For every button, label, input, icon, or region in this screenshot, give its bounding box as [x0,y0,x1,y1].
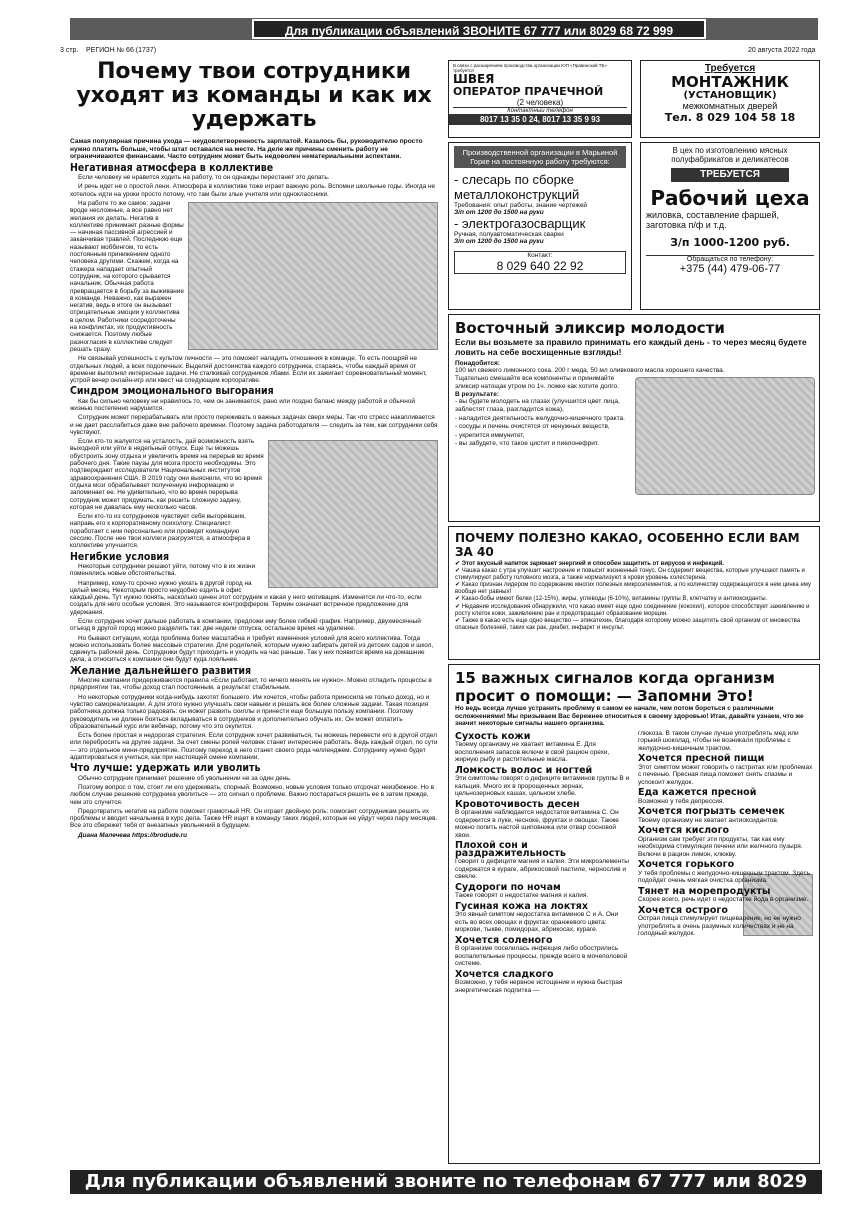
elixir-title: Восточный эликсир молодости [455,319,725,337]
signals-right-column [638,730,813,995]
ad-contact-label: Контакт: [527,252,553,259]
office-photo [188,202,438,350]
paragraph: И речь идет не о простой лени. Атмосфера в коллективе тоже играет важную роль. Вспомни школьные годы. Иногда не хотелось идти на уроки просто потому, что там были злые учителя или одноклассники. [70,183,436,198]
signal-heading: Хочется погрызть семечек [638,806,785,818]
page-number: 3 стр. [60,47,79,54]
elixir-article [448,314,820,522]
signal-heading: Хочется острого [638,904,728,916]
ad-requirements: Ручная, полуавтоматическая сварки [454,231,564,238]
section-heading: Желание дальнейшего развития [70,664,252,677]
signal-text: В организме наблюдается недостаток витамина С. Он содержится в луке, чесноке, фруктах и овощах. Также можно попить настой шиповника или отвар сосновой хвои. [455,809,619,839]
main-article [70,60,438,1164]
ad-phone: +375 (44) 479-06-77 [679,263,781,275]
paragraph: Не связывай успешность с культом личности — это поможет наладить отношения в команде. То есть поощряй не отдельных людей, а всех подопечных. Выделяй достоинства каждого сотрудника, стараясь, чтобы каждый время от времени выполнял интересные задачи. Не сталкивай сотрудников лбами. Если их зажигает соревновательный момент, устрой вечер онлайн-игр или квест на следующем корпоративе. [70,355,427,385]
list-item: ✔ Недавние исследования обнаружили, что какао имеет еще одно соединение (кокохил), которое способствует заживлению и росту клеток кожи, заживлению ран и предотвращает образование морщин. [455,603,810,617]
signal-heading: Еда кажется пресной [638,787,757,799]
signal-text: Этот симптом может говорить о гастритах или проблемах с печенью. Пресная пища поможет снять спазмы и успокоит желудок. [638,763,813,786]
list-item: ✔ Какао-бобы имеют белки (12-15%), жиры, углеводы (6-10%), витамины группы В, клетчатку и антиоксиданты. [455,596,768,603]
signal-heading: Кровоточивость десен [455,798,580,810]
signal-heading: Плохой сон и раздражительность [455,840,566,859]
paragraph: Есть более простая и недорогая стратегия. Если сотрудник хочет развиваться, ты можешь перевести его в другой отдел или перебросить на другие задачи. За счет смены ролей человек станет интереснее работать. Ведь каждый отдел, по сути — это отдельное мини-предприятие. Поэтому переход в него станет своего рода челленджем. Сотруднику нужно будет адаптироваться и учиться, как при настоящей смене компании. [70,732,438,762]
list-item: - вы забудете, что такое цистит и пиелонефрит. [455,440,599,448]
ad-meat-worker [640,142,820,310]
ad-count: (2 человека) [516,98,564,107]
signal-heading: Хочется сладкого [455,968,554,980]
signal-text: Эти симптомы говорят о дефиците витаминов группы В и кальция. Много их в пророщенных зернах, цельнозерновых кашах, цельном хлебе. [455,775,630,798]
ad-pay: З/п от 1200 до 1500 на руки [454,238,544,245]
paragraph: На работе то же самое: задачи вроде несложные, а все равно нет желания их делать. Негатив в коллективе принимает разные формы — начиная пассивной агрессией и заканчивая травлей. Последнюю еще называют моббингом, то есть постоянным принижением одного человека другими. Скажем, когда на стажера нападает опытный сотрудник, на которого срывается начальник. Обычная работа превращается в борьбу за выживание в команде. Неважно, как выражен негатив, ведь в итоге он вызывает отрицательные эмоции у коллектива в целом. Работники сосредоточены на конфликтах, их продуктивность снижается. Поэтому любые разногласия в коллективе следует решать сразу. [70,199,184,353]
paragraph: Если человеку не нравится ходить на работу, то он однажды перестанет это делать. [78,174,330,182]
paragraph: Обычно сотрудник принимает решение об увольнении не за один день. [78,774,292,782]
paragraph: Если кто-то из сотрудников чувствует себя выгоревшим, направь его к корпоративному психологу. Специалист поработает с ним персонально или проведет командную сессию. После нее твои коллеги разгрузятся, а атмосфера в коллективе улучшится. [70,513,251,550]
signal-heading: Ломкость волос и ногтей [455,764,593,776]
paragraph: Как бы сильно человеку ни нравилось то, чем он занимается, рано или поздно баланс между работой и обычной жизнью постепенно нарушится. [70,397,415,412]
ad-phone: Тел. 8 029 104 58 18 [664,111,796,124]
signal-text: Твоему организму не хватает витамина Е. Для восполнения запасов включи в свой рацион орехи, жирную рыбу и растительные масла. [455,741,610,764]
elixir-ingredients: 100 мл свежего лимонного сока. 200 г меда, 50 мл оливкового масла хорошего качества. [455,367,725,374]
ad-banner: ТРЕБУЕТСЯ [671,168,789,182]
signal-text: Скорее всего, речь идет о недостатке йода в организме. [638,896,809,904]
top-banner-text: Для публикации объявлений ЗВОНИТЕ 67 777 или 8029 68 72 999 [252,19,706,39]
list-item: ✔ Какао признан лидером по содержанию многих полезных микроэлементов, а по количеству содержащегося в нем цинка ему вообще нет равных! [455,582,811,596]
signal-text: Твоему организму не хватает антиоксидантов. [638,816,779,824]
signal-text: Возможно у тебя депрессия. [638,797,725,805]
ad-metalworker [448,142,632,310]
paper-issue: РЕГИОН № 66 (1737) [86,47,157,54]
list-item: - сосуды и печень очистятся от ненужных веществ, [455,423,610,431]
ad-top-text: Требуется [704,63,756,74]
ad-title: ШВЕЯ [453,72,495,86]
ad-desc: жиловка, составление фаршей, заготовка п/ф и т.д. [646,210,779,230]
paragraph: Некоторые сотрудники решают уйти, потому что в их жизни поменялись новые обстоятельства. [70,562,256,578]
cocoa-title: ПОЧЕМУ ПОЛЕЗНО КАКАО, ОСОБЕННО ЕСЛИ ВАМ ЗА 40 [455,531,800,559]
ad-job: - слесарь по сборке металлоконструкций [454,172,580,202]
elixir-result-label: В результате: [455,391,499,398]
ad-subtitle: (УСТАНОВЩИК) [683,90,777,101]
signal-heading: Хочется пресной пищи [638,753,765,765]
section-heading: Что лучше: удержать или уволить [70,762,261,775]
paragraph: глюкоза. В таком случае лучше употреблять мед или горький шоколад, чтобы не возникали проблемы с желудочно-кишечным трактом. [638,729,799,752]
elixir-need: Понадобится: [455,360,500,367]
list-item: - вы будете молодеть на глазах (улучшится цвет лица, заблестят глаза, разгладится кожа), [455,398,620,414]
ad-title: Рабочий цеха [650,186,810,210]
signal-text: Также говорят о недостатке магния и калия. [455,892,589,900]
signal-text: Организм сам требует эти продукты, так как ему необходима стимуляция печени или желчного пузыря. Включи в рацион лимон, клюкву. [638,835,803,858]
footer-banner: Для публикации объявлений звоните по телефонам 67 777 или 8029 68 72 999 [70,1170,822,1194]
signals-lead: Но ведь всегда лучше устранить проблему в самом ее начале, чем потом бороться с различными осложнениями! Мы призываем Вас бережнее относиться к своему здоровью! Итак, давайте узнаем, что же значит некоторые сигналы нашего организма. [455,705,804,728]
issue-date: 20 августа 2022 года [748,47,816,54]
ad-contact-label: Обращаться по телефону: [646,255,814,263]
cocoa-list [455,561,813,632]
section-heading: Негативная атмосфера в коллективе [70,161,274,174]
list-item: - наладится деятельность желудочно-кишечного тракта. [455,414,625,422]
signals-article [448,664,820,1164]
elixir-method: Тщательно смешайте все компоненты и принимайте эликсир натощак утром по 1ч. ложке как хотите долго. [455,375,619,390]
paragraph: Например, кому-то срочно нужно уехать в другой город на целый месяц. Некоторым просто неудобно ездить в офис каждый день. Тут нужно понять, насколько ценен этот сотрудник и какая у него мотивация. Изменится ли что-то, если создать для него особые условия. Это называется контроффером. Термин означает встречное предложение для удержания. [70,579,422,616]
elixir-lead: Если вы возьмете за правило принимать его каждый день - то через месяц будете ловить на себе восхищенные взгляды! [455,337,807,357]
ad-installer [640,60,820,138]
list-item: - укрепится иммунитет, [455,431,525,439]
ad-title: МОНТАЖНИК [671,73,789,91]
ad-contact-label: Контактный телефон [453,107,627,114]
ad-seamstress [448,60,632,138]
ad-phone: 8 029 640 22 92 [496,259,584,273]
paragraph: Предотвратить негатив на работе поможет грамотный HR. Он играет двойную роль: помогает сотрудникам решить их проблемы и вводит начальника в курс дела. Также HR ищет в команду таких людей, которые не уйдут через пару месяцев. Все это сбережет тебя от внезапных увольнений в будущем. [70,807,438,830]
signal-text: У тебя проблемы с желудочно-кишечным трактом. Здесь подойдет очень мягкая очистка организма. [638,869,811,885]
signals-left-column [455,730,630,995]
signal-text: В организме поселилась инфекция либо обострились воспалительные процессы, прежде всего в мочеполовой системе. [455,945,628,968]
signal-heading: Гусиная кожа на локтях [455,900,589,912]
paragraph: Но бывают ситуации, когда проблема более масштабна и требует изменения условий для всего коллектива. Тогда можно использовать более массовые стратегии. Для родителей, которым нужно забирать детей из детских садов и школ, сдвинуть рабочий день. Сотрудники будут приходить и уходить на час раньше. Так у них появится время на домашние дела, а относиться к компании они будут куда лояльнее. [70,634,434,664]
signal-heading: Хочется горького [638,859,735,871]
signals-title: 15 важных сигналов когда организм просит о помощи: — Запомни Это! [455,669,775,705]
ad-top-text: В цех по изготовлению мясных полуфабрикатов и деликатесов [671,146,789,164]
signal-text: Острая пища стимулирует пищеварение, но ее нужно употреблять в очень разумных количествах и не на голодный желудок. [638,915,801,938]
paragraph: Поэтому вопрос о том, стоит ли его удерживать, спорный. Возможно, новые условия только отсрочат неизбежное. Но в любом случае решение сотрудника уволиться — это сигнал о проблеме. Важно постараться решить ее в затем прежде, чем это случится. [70,783,434,806]
signal-text: Это явный симптом недостатка витаминов С и А. Они есть во всех овощах и фруктах оранжевого цвета: моркови, тыкве, помидорах, абрикосах, кураге. [455,911,619,934]
signal-heading: Сухость кожи [455,730,531,742]
signal-heading: Тянет на морепродукты [638,885,771,897]
top-banner [70,18,818,40]
article-lead: Самая популярная причина ухода — неудовлетворенность зарплатой. Казалось бы, руководителю просто нужно платить больше, чтобы штат оставался на месте. На деле же причины сменить работу не ограничиваются финансами. Часто сотрудник может быть недоволен нематериальными аспектами. [70,138,423,161]
signal-text: Возможно, у тебя нервное истощение и нужна быстрая энергетическая подпитка — [455,979,623,994]
paragraph: Многие компании придерживаются правила «Если работает, то ничего менять не нужно». Можно отладить процессы в предприятии так, чтобы доход стал постоянным, а результат стабильным. [70,677,432,692]
ad-desc: межкомнатных дверей [682,101,778,111]
list-item: ✔ Этот вкусный напиток заряжает энергией и способен защитить от вирусов и инфекций. [455,561,725,567]
paragraph: Но некоторые сотрудники когда-нибудь захотят большего. Им хочется, чтобы работа приносила не только доход, но и чувство самореализации. А для этого нужно улучшать свои навыки и решать все более сложные задачи. Такая позиция работника должна только радовать: он может развить скиллы и принести еще большую пользу компании. Поэтому руководитель не должен бояться вкладываться в сотрудников и дополнительно обучать их. Он может оплатить образовательный курс или вебинар, потому что это окупится. [70,693,430,730]
ad-top-text: В связи с расширением производства организации ЮП «Правинский ТБ» требуется [453,63,607,73]
section-heading: Синдром эмоционального выгорания [70,385,274,398]
paragraph: Сотрудник может перерабатывать или просто переживать о важных задачах сверх меры. Так что стресс накапливается и не дает расслабиться даже вне рабочего времени. Поэтому задача работодателя — следить за тем, как сотрудники себя чувствуют. [70,414,438,436]
signal-heading: Судороги по ночам [455,881,561,893]
ad-phone: 8017 13 35 0 24, 8017 13 35 9 93 [449,114,631,125]
article-author: Диана Малечева https://brodude.ru [78,831,187,839]
article-title: Почему твои сотрудники уходят из команды и как их удержать [76,59,432,132]
section-heading: Негибкие условия [70,550,170,563]
ad-title: ОПЕРАТОР ПРАЧЕЧНОЙ [453,85,604,98]
lemon-drink-photo [635,377,815,495]
tired-worker-photo [268,440,438,588]
signal-heading: Хочется соленого [455,934,553,946]
ad-job: - электрогазосварщик [454,216,586,231]
signal-heading: Хочется кислого [638,825,730,837]
ad-pay: З/п 1000-1200 руб. [670,236,790,249]
ad-intro: Производственной организации в Марьиной Горке на постоянную работу требуются: [454,146,626,168]
paragraph: Если сотрудник хочет дальше работать в компании, предложи ему более гибкий график. Например, двухмесячный отъезд в другой город можно разделить так: две недели отпуска, остальное время на удаленке. [70,618,421,633]
signal-text: Говорит о дефиците магния и калия. Эти микроэлементы содержатся в кураге, абрикосовой пастиле, чернослив и свекле. [455,858,629,881]
cocoa-article [448,526,820,660]
ad-pay: З/п от 1200 до 1500 на руки [454,209,544,216]
list-item: ✔ Также в какао есть еще одно вещество — эпикатехин, благодаря которому можно защитить свой организм от множества опасных болезней, таких как рак, диабет, инфаркт и инсульт. [455,617,801,631]
list-item: ✔ Чашка какао с утра улучшит настроение и повысит жизненный тонус. Он содержит вещества, которые улучшают память и стимулируют работу головного мозга, а также нормализуют в крови уровень холестерина. [455,568,805,582]
paragraph: Если кто-то жалуется на усталость, дай возможность взять выходной или уйти в недельный отпуск. Еще ты можешь обустроить зону отдыха и увеличить время на перерыв во время рабочего дня. Такие паузы для мозга просто необходимы. Это подтверждают исследователи Национальных институтов здравоохранения США. В 2019 году они выяснили, что во время отдыха мозг обрабатывает полученную информацию и запоминает ее. Не удивительно, что во время перерыва сотрудник может придумать, как решить сложную задачу, которая не давалась ему несколько часов. [70,438,264,511]
ad-requirements: Требования: опыт работы, знание чертежей [454,202,588,209]
